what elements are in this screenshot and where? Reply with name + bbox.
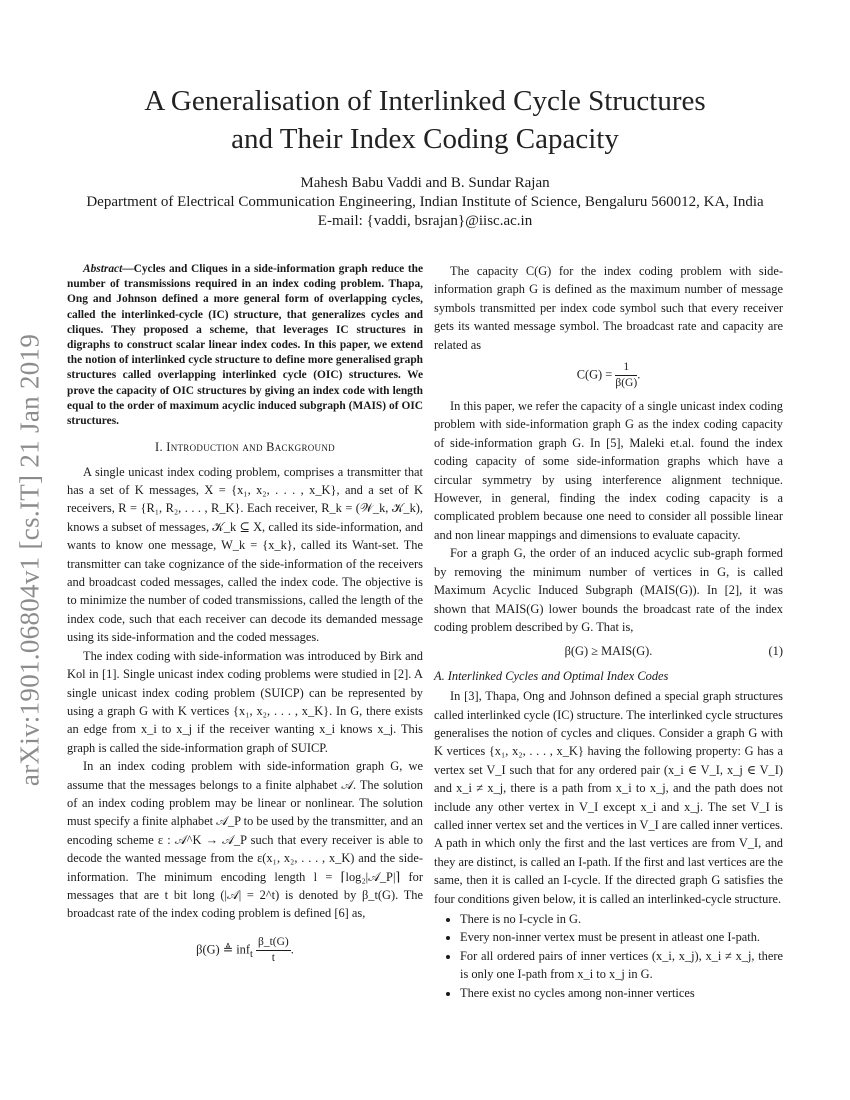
equation-mais-bound <box>434 642 783 660</box>
section-title: Introduction and Background <box>166 440 335 455</box>
title-line-2: and Their Index Coding Capacity <box>231 123 619 155</box>
eq-numerator: β_t(G) <box>256 935 291 951</box>
eq-fraction <box>615 360 637 391</box>
paragraph: A single unicast index coding problem, comprises a transmitter that has a set of K messages, X = {x₁, x₂, . . . , x_K}, and a set of K receivers, R = {R₁, R₂, . . . , R_K}. Each receiver, R_k = (𝒲_k, 𝒦_k), knows a subset of messages, 𝒦_k ⊆ X, called its side-information, and wants to know one message, W_k = {x_k}, called its Want-set. The transmitter can take cognizance of the side-information of the receivers and broadcast coded messages, called the index code. The objective is to minimize the number of coded transmissions, called the length of the index code, such that each receiver can decode its demanded message using its side-information and the coded messages. <box>67 464 423 645</box>
eq-numerator: 1 <box>615 360 637 376</box>
eq-tail: . <box>637 367 641 382</box>
list-item: • There is no I-cycle in G. <box>460 910 783 928</box>
eq-denominator: t <box>271 951 275 964</box>
paragraph: The index coding with side-information was introduced by Birk and Kol in [1]. Single unicast index coding problems were studied in [2]. A single unicast index coding problem (SUICP) can be represented by using a graph G with K vertices {x₁, x₂, . . . , x_K}. In G, there exists an edge from x_i to x_j if the receiver wanting x_i knows x_j. This graph is called the side-information graph of SUICP. <box>67 648 423 755</box>
list-item: • For all ordered pairs of inner vertices (x_i, x_j), x_i ≠ x_j, there is only one I-path from x_i to x_j in G. <box>460 947 783 984</box>
right-column <box>434 262 783 1002</box>
equation-capacity <box>434 360 783 391</box>
list-item: • There exist no cycles among non-inner vertices <box>460 984 783 1002</box>
list-item: • Every non-inner vertex must be present in atleast one I-path. <box>460 928 783 946</box>
left-column <box>67 262 423 972</box>
arxiv-identifier: arXiv:1901.06804v1 [cs.IT] 21 Jan 2019 <box>14 333 45 787</box>
abstract-label: Abstract <box>83 263 123 275</box>
subsection-heading: A. Interlinked Cycles and Optimal Index Codes <box>434 668 669 683</box>
author-block <box>60 174 790 231</box>
eq-lhs: C(G) = <box>576 367 613 382</box>
eq-text: β(G) ≥ MAIS(G). <box>564 644 653 659</box>
eq-tail: . <box>290 942 294 957</box>
paragraph: The capacity C(G) for the index coding problem with side-information graph G is defined as the maximum number of message symbols transmitted per index code symbol such that every receiver gets its wanted message symbol. The broadcast rate and capacity are related as <box>434 264 783 352</box>
abstract-text: —Cycles and Cliques in a side-information graph reduce the number of transmissions required in an index coding problem. Thapa, Ong and Johnson defined a more general form of overlapping cycles, called the interlinked-cycle (IC) structure, that generalizes cycles and cliques. They proposed a scheme, that leverages IC structures in digraphs to construct scalar linear index codes. In this paper, we extend the notion of interlinked cycle structure to define more generalised graph structures called overlapping interlinked cycle (OIC) structures. We prove the capacity of OIC structures by giving an index code with length equal to the order of maximum acyclic induced subgraph (MAIS) of OIC structures. <box>67 263 423 428</box>
paragraph: For a graph G, the order of an induced acyclic sub-graph formed by removing the minimum number of vertices in G, is called Maximum Acyclic Induced Subgraph (MAIS(G)). In [2], it was shown that MAIS(G) lower bounds the broadcast rate of the index coding problem described by G. That is, <box>434 546 783 634</box>
paragraph: In this paper, we refer the capacity of a single unicast index coding problem with side-information graph G as the index coding capacity of side-information graph G. In [5], Maleki et.al. found the index coding capacity of some side-information graphs which have a circular symmetry by using interference alignment technique. However, in general, finding the index coding capacity is a complicated problem because one need to consider all possible linear and non linear mappings and dimensions to evaluate capacity. <box>434 399 783 542</box>
title-line-1: A Generalisation of Interlinked Cycle Structures <box>144 85 706 117</box>
section-heading-introduction <box>67 438 423 456</box>
author-names: Mahesh Babu Vaddi and B. Sundar Rajan <box>300 175 550 191</box>
paper-title <box>60 82 790 158</box>
author-email: E-mail: {vaddi, bsrajan}@iisc.ac.in <box>317 213 533 229</box>
eq-fraction <box>256 935 291 966</box>
arxiv-side-stamp <box>0 280 60 840</box>
author-affiliation: Department of Electrical Communication Engineering, Indian Institute of Science, Bengaluru 560012, KA, India <box>86 194 764 210</box>
paragraph: In [3], Thapa, Ong and Johnson defined a special graph structures called interlinked cycle (IC) structure. The interlinked cycle structures generalises the notion of cycles and cliques. Consider a graph G with K vertices {x₁, x₂, . . . , x_K} having the following property: G has a vertex set V_I such that for any ordered pair (x_i ∈ V_I, x_j ∈ V_I) and x_i ≠ x_j, there is a path from x_i to x_j, and the path does not include any other vertex in V_I except x_i and x_j. The set V_I is called inner vertex set and the vertices in V_I are called inner vertices. A path in which only the first and the last vertices are from V_I, and they are distinct, is called an I-path. If the first and last vertices are the same, then it is called an I-cycle. If the directed graph G satisfies the four conditions given below, it is called an interlinked-cycle structure. <box>434 689 783 906</box>
equation-broadcast-rate <box>67 935 423 966</box>
paragraph: In an index coding problem with side-information graph G, we assume that the messages belongs to a finite alphabet 𝒜. The solution of an index coding problem may be linear or nonlinear. The solution must specify a finite alphabet 𝒜_P to be used by the transmitter, and an encoding scheme ε : 𝒜^K → 𝒜_P such that every receiver is able to decode the wanted message from the ε(x₁, x₂, . . . , x_K) and the side-information. The minimum encoding length l = ⌈log₂|𝒜_P|⌉ for messages that are t bit long (|𝒜| = 2^t) is denoted by β_t(G). The broadcast rate of the index coding problem is defined [6] as, <box>67 759 423 921</box>
abstract <box>67 262 423 429</box>
section-numeral: I. <box>155 440 163 455</box>
eq-sub: t <box>250 948 253 960</box>
equation-number: (1) <box>768 644 783 659</box>
eq-denominator: β(G) <box>615 377 638 390</box>
condition-list <box>434 910 783 1002</box>
eq-lhs: β(G) ≜ inf <box>196 942 250 957</box>
